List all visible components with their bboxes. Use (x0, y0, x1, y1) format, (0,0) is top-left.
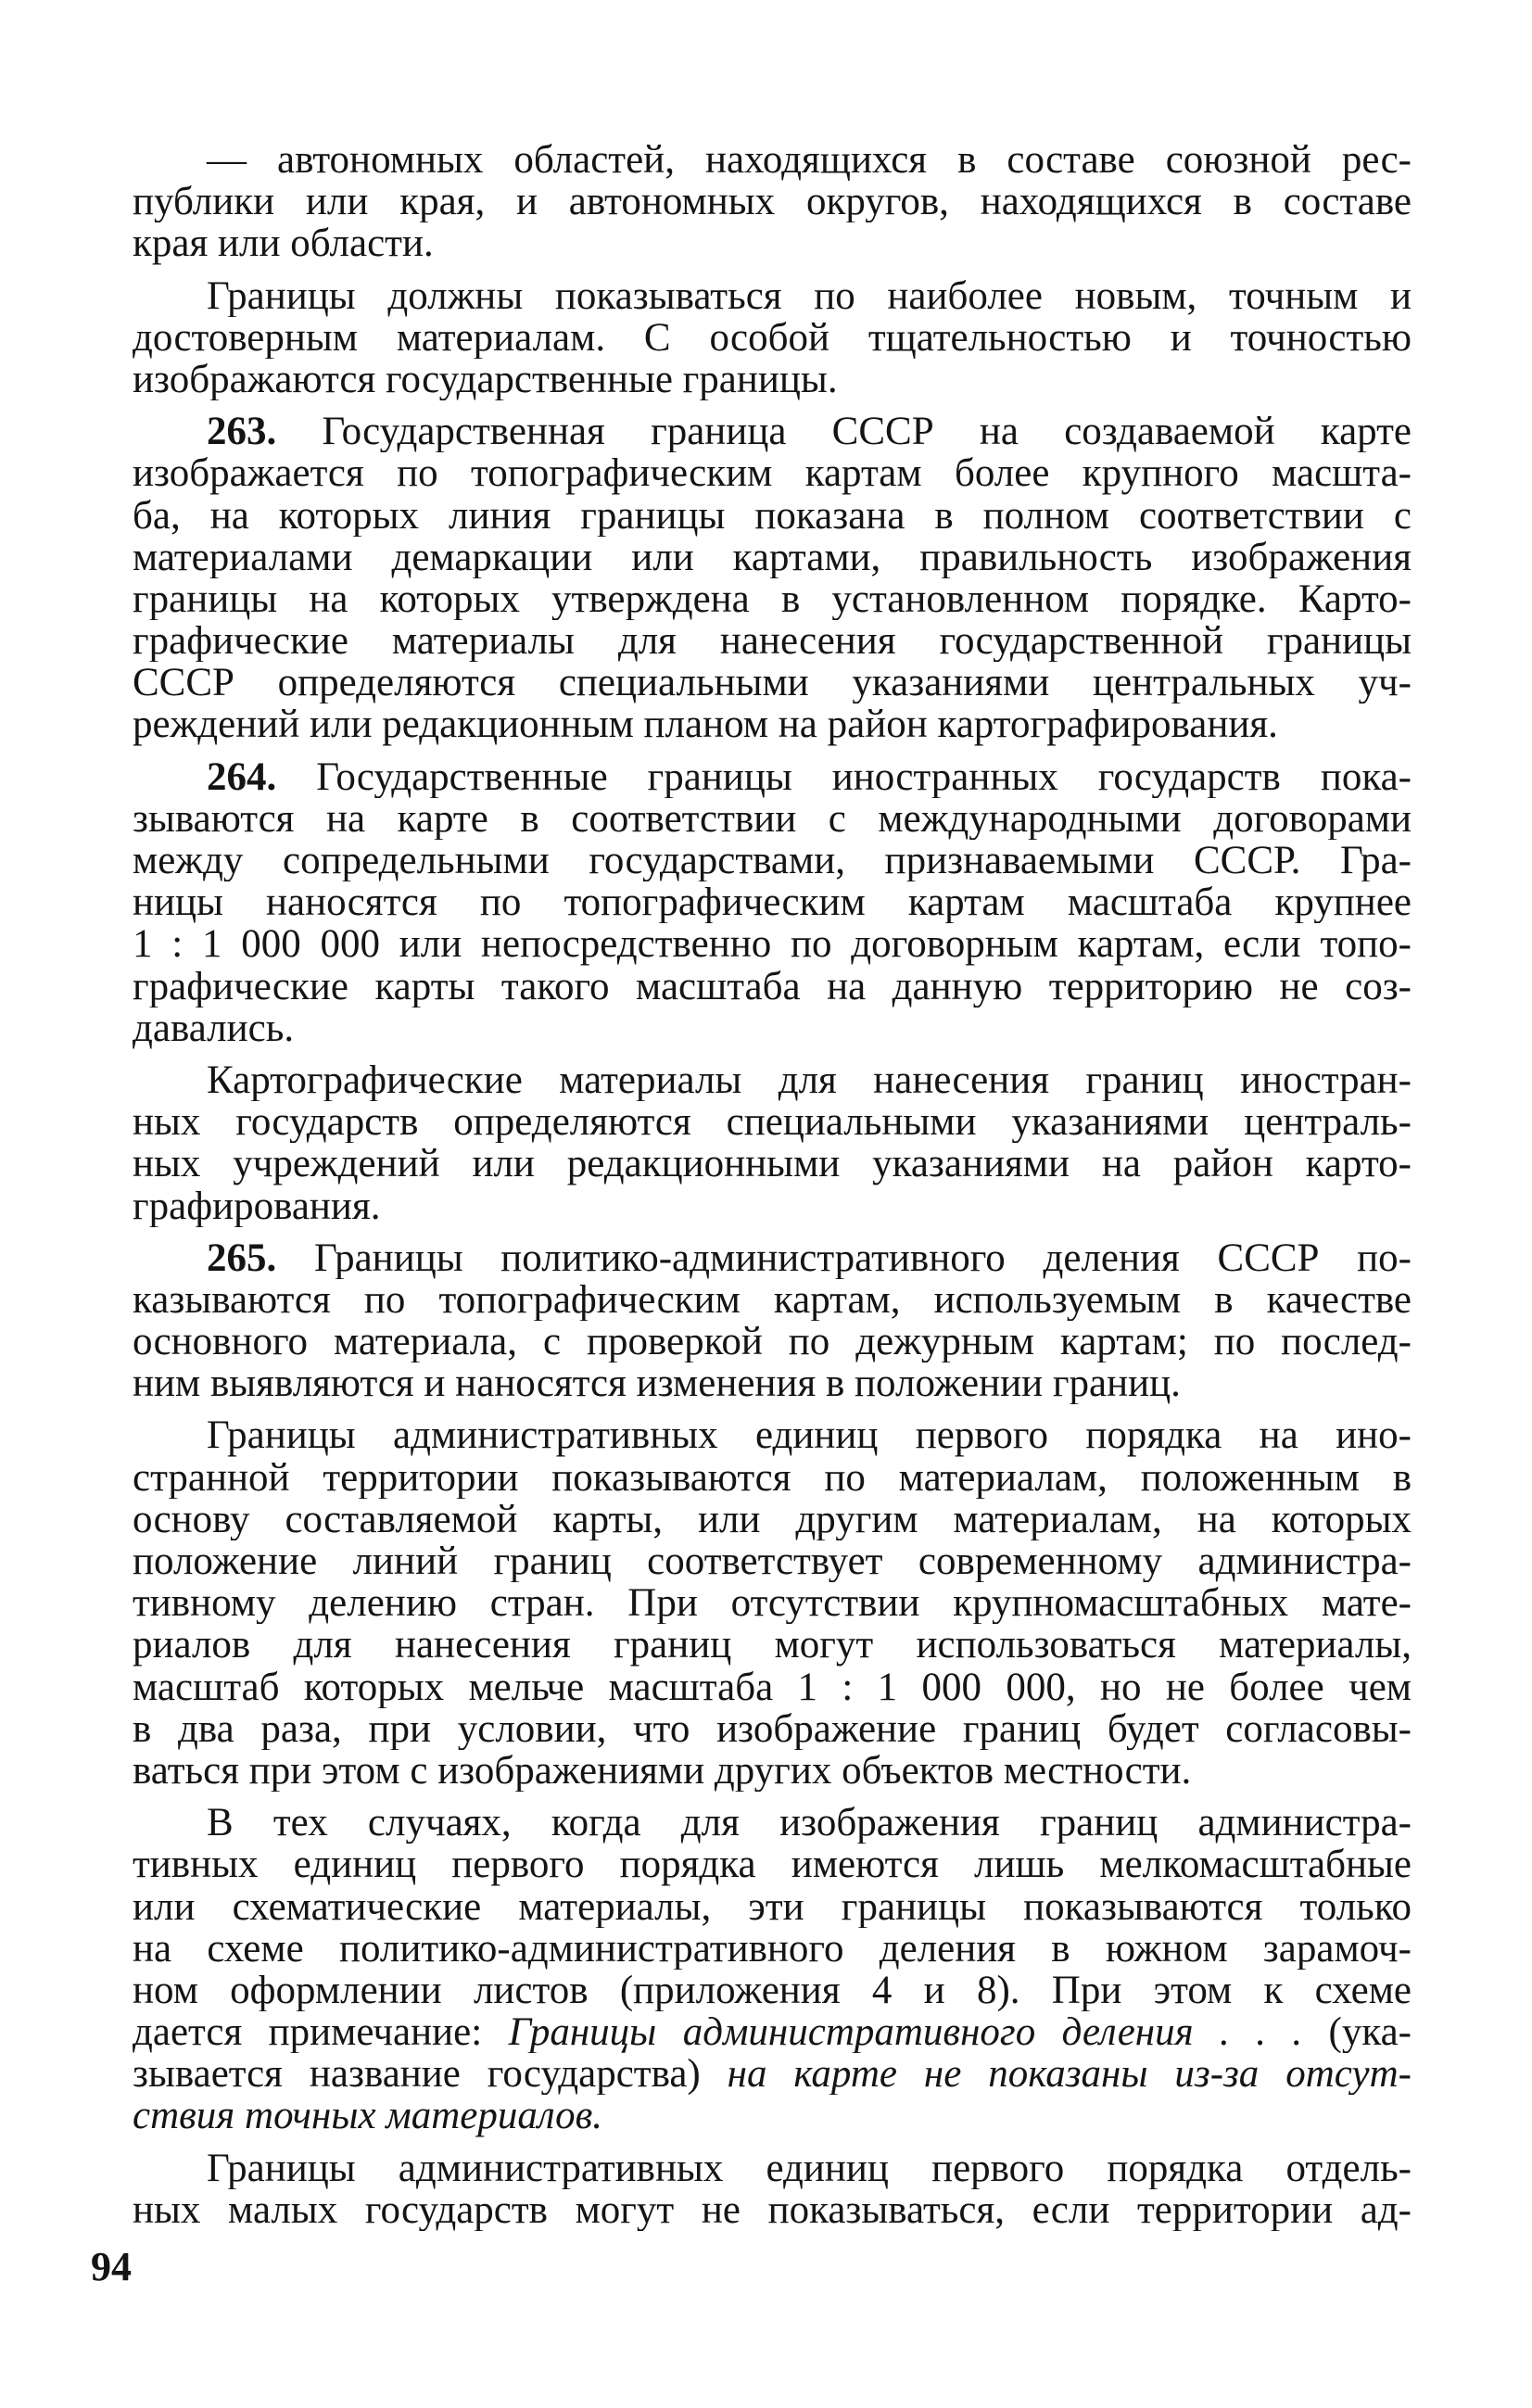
paragraph-264 (133, 756, 1412, 1049)
text-line: реждений или редакционным планом на район картографирования. (133, 703, 1278, 746)
text-line (133, 2095, 1412, 2136)
text-line: изображаются государственные границы. (133, 358, 838, 401)
text-line (133, 756, 1412, 798)
section-number: 264. (207, 755, 277, 798)
line-text: Границы политико-административного деления СССР по- (276, 1236, 1412, 1279)
line-text: дается примечание: (133, 2011, 509, 2054)
text-line: или схематические материалы, эти границы показываются только (133, 1885, 1412, 1928)
text-line: ба, на которых линия границы показана в полном соответствии с (133, 494, 1412, 537)
text-line: достоверным материалам. С особой тщательностью и точностью (133, 316, 1412, 359)
italic-note: ствия точных материалов. (133, 2095, 603, 2137)
text-line: В тех случаях, когда для изображения границ администра- (207, 1802, 1412, 1844)
section-number: 265. (207, 1236, 277, 1279)
text-line (133, 411, 1412, 452)
text-line: Картографические материалы для нанесения границ иностран- (207, 1058, 1412, 1102)
text-line: ваться при этом с изображениями других объектов местности. (133, 1749, 1192, 1793)
text-line: риалов для нанесения границ могут использоваться материалы, (133, 1624, 1412, 1667)
text-line (133, 2053, 1412, 2095)
text-line: ных малых государств могут не показываться, если территории ад- (133, 2188, 1412, 2231)
paragraph (133, 1802, 1412, 2137)
line-text: (ука- (1302, 2011, 1412, 2054)
text-line: — автономных областей, находящихся в составе союзной рес- (207, 139, 1412, 182)
text-line: зываются на карте в соответствии с международными договорами (133, 797, 1412, 840)
text-line: основного материала, с проверкой по дежурным картам; по послед- (133, 1321, 1412, 1363)
document-page (133, 139, 1412, 2241)
text-line: края или области. (133, 222, 434, 265)
text-line: публики или края, и автономных округов, находящихся в составе (133, 181, 1412, 223)
text-line: изображается по топографическим картам более крупного масшта- (133, 452, 1412, 495)
section-number: 263. (207, 411, 277, 453)
line-text: зывается название государства) (133, 2053, 728, 2096)
text-line: графические карты такого масштаба на данную территорию не соз- (133, 965, 1412, 1008)
italic-note: на карте не показаны из-за отсут- (727, 2053, 1412, 2096)
paragraph (133, 1414, 1412, 1792)
text-line: основу составляемой карты, или другим материалам, на которых (133, 1498, 1412, 1540)
text-line: Границы административных единиц первого порядка отдель- (207, 2147, 1412, 2189)
line-text: Государственная граница СССР на создаваемой карте (276, 411, 1412, 453)
paragraph (133, 139, 1412, 265)
text-line: странной территории показываются по материалам, положенным в (133, 1456, 1412, 1499)
text-line (133, 1237, 1412, 1279)
text-line: масштаб которых мельче масштаба 1 : 1 000 000, но не более чем (133, 1666, 1412, 1708)
text-line: 1 : 1 000 000 или непосредственно по договорным картам, если топо- (133, 923, 1412, 966)
text-line: ним выявляются и наносятся изменения в положении границ. (133, 1362, 1181, 1405)
text-line: тивному делению стран. При отсутствии крупномасштабных мате- (133, 1582, 1412, 1625)
text-line: давались. (133, 1007, 295, 1049)
text-line: материалами демаркации или картами, правильность изображения (133, 536, 1412, 578)
paragraph (133, 1059, 1412, 1227)
paragraph (133, 275, 1412, 401)
paragraph (133, 2148, 1412, 2231)
text-line: ницы наносятся по топографическим картам масштаба крупнее (133, 881, 1412, 924)
page-number: 94 (91, 2244, 132, 2289)
text-line: СССР определяются специальными указаниями центральных уч- (133, 662, 1412, 704)
text-line: графические материалы для нанесения государственной границы (133, 620, 1412, 663)
text-line: положение линий границ соответствует современному администра- (133, 1540, 1412, 1583)
paragraph-265 (133, 1237, 1412, 1405)
line-text: Государственные границы иностранных государств пока- (276, 755, 1412, 798)
text-line (133, 2011, 1412, 2053)
text-line: ных учреждений или редакционными указаниями на район карто- (133, 1143, 1412, 1185)
text-line: ных государств определяются специальными указаниями централь- (133, 1101, 1412, 1144)
text-line: тивных единиц первого порядка имеются лишь мелкомасштабные (133, 1844, 1412, 1886)
text-line: в два раза, при условии, что изображение границ будет согласовы- (133, 1707, 1412, 1750)
text-line: между сопредельными государствами, признаваемыми СССР. Гра- (133, 840, 1412, 882)
text-line: на схеме политико-административного деления в южном зарамоч- (133, 1927, 1412, 1970)
paragraph-263 (133, 411, 1412, 746)
text-line: графирования. (133, 1185, 381, 1227)
italic-note: Границы административного деления . . . (508, 2011, 1303, 2054)
text-line: ном оформлении листов (приложения 4 и 8). При этом к схеме (133, 1969, 1412, 2012)
text-line: границы на которых утверждена в установленном порядке. Карто- (133, 577, 1412, 621)
text-line: казываются по топографическим картам, используемым в качестве (133, 1278, 1412, 1322)
text-line: Границы должны показываться по наиболее новым, точным и (207, 274, 1412, 317)
text-line: Границы административных единиц первого порядка на ино- (207, 1414, 1412, 1457)
